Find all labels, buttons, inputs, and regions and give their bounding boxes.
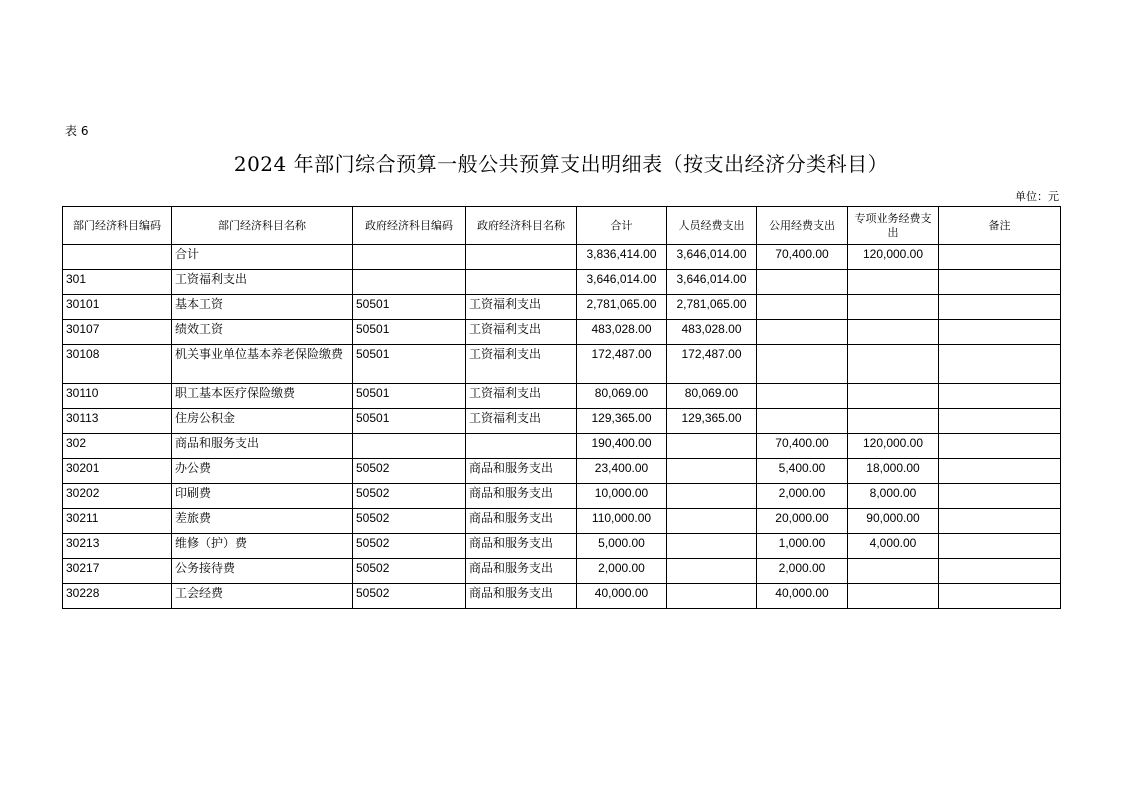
cell-gov-name: 工资福利支出	[466, 320, 577, 345]
cell-dept-name: 工会经费	[172, 584, 353, 609]
cell-total: 129,365.00	[577, 409, 667, 434]
cell-dept-name: 基本工资	[172, 295, 353, 320]
budget-expenditure-table	[62, 206, 1061, 609]
cell-dept-code: 30202	[63, 484, 172, 509]
cell-personnel	[667, 509, 757, 534]
cell-dept-code: 30110	[63, 384, 172, 409]
cell-remark	[939, 245, 1061, 270]
cell-dept-code: 30101	[63, 295, 172, 320]
cell-gov-name: 工资福利支出	[466, 409, 577, 434]
cell-gov-code: 50502	[353, 484, 466, 509]
cell-dept-code: 30201	[63, 459, 172, 484]
cell-gov-name: 商品和服务支出	[466, 534, 577, 559]
cell-public: 70,400.00	[757, 245, 848, 270]
unit-label: 单位：元	[1015, 190, 1059, 203]
cell-public: 70,400.00	[757, 434, 848, 459]
cell-special	[848, 320, 939, 345]
cell-public: 1,000.00	[757, 534, 848, 559]
cell-public	[757, 295, 848, 320]
cell-special	[848, 584, 939, 609]
cell-public	[757, 409, 848, 434]
table-row	[63, 459, 1061, 484]
cell-remark	[939, 509, 1061, 534]
table-row	[63, 484, 1061, 509]
cell-total: 2,781,065.00	[577, 295, 667, 320]
cell-dept-name: 合计	[172, 245, 353, 270]
cell-personnel	[667, 434, 757, 459]
cell-total: 5,000.00	[577, 534, 667, 559]
cell-remark	[939, 534, 1061, 559]
table-row	[63, 245, 1061, 270]
cell-special: 18,000.00	[848, 459, 939, 484]
cell-remark	[939, 345, 1061, 384]
cell-gov-code: 50502	[353, 459, 466, 484]
table-row	[63, 270, 1061, 295]
header-dept-code: 部门经济科目编码	[63, 207, 172, 245]
cell-public: 40,000.00	[757, 584, 848, 609]
cell-public	[757, 345, 848, 384]
cell-gov-code: 50502	[353, 584, 466, 609]
cell-gov-name	[466, 270, 577, 295]
cell-personnel: 3,646,014.00	[667, 245, 757, 270]
cell-special: 4,000.00	[848, 534, 939, 559]
cell-public: 2,000.00	[757, 559, 848, 584]
cell-public: 2,000.00	[757, 484, 848, 509]
cell-total: 23,400.00	[577, 459, 667, 484]
table-row	[63, 534, 1061, 559]
cell-special: 120,000.00	[848, 434, 939, 459]
cell-gov-code: 50501	[353, 345, 466, 384]
table-row	[63, 584, 1061, 609]
table-row	[63, 409, 1061, 434]
cell-personnel: 129,365.00	[667, 409, 757, 434]
cell-dept-code: 30211	[63, 509, 172, 534]
cell-special: 90,000.00	[848, 509, 939, 534]
cell-personnel: 483,028.00	[667, 320, 757, 345]
cell-dept-code	[63, 245, 172, 270]
cell-personnel: 2,781,065.00	[667, 295, 757, 320]
cell-dept-code: 30107	[63, 320, 172, 345]
cell-public	[757, 320, 848, 345]
header-dept-name: 部门经济科目名称	[172, 207, 353, 245]
header-personnel: 人员经费支出	[667, 207, 757, 245]
cell-remark	[939, 409, 1061, 434]
cell-gov-name: 商品和服务支出	[466, 584, 577, 609]
cell-special	[848, 409, 939, 434]
cell-gov-code	[353, 270, 466, 295]
document-title: 2024 年部门综合预算一般公共预算支出明细表（按支出经济分类科目）	[233, 152, 889, 176]
cell-total: 80,069.00	[577, 384, 667, 409]
cell-gov-name: 工资福利支出	[466, 295, 577, 320]
cell-public	[757, 384, 848, 409]
cell-gov-code: 50501	[353, 320, 466, 345]
header-public: 公用经费支出	[757, 207, 848, 245]
cell-gov-code: 50501	[353, 384, 466, 409]
cell-personnel	[667, 534, 757, 559]
cell-special: 120,000.00	[848, 245, 939, 270]
cell-dept-name: 印刷费	[172, 484, 353, 509]
cell-personnel: 172,487.00	[667, 345, 757, 384]
cell-dept-name: 机关事业单位基本养老保险缴费	[172, 345, 353, 384]
table-row	[63, 345, 1061, 384]
cell-remark	[939, 459, 1061, 484]
cell-special	[848, 295, 939, 320]
cell-gov-name: 商品和服务支出	[466, 459, 577, 484]
cell-gov-code: 50502	[353, 559, 466, 584]
cell-gov-code: 50501	[353, 409, 466, 434]
cell-special	[848, 384, 939, 409]
cell-dept-name: 住房公积金	[172, 409, 353, 434]
cell-gov-name: 工资福利支出	[466, 345, 577, 384]
cell-gov-code: 50502	[353, 509, 466, 534]
cell-gov-code: 50502	[353, 534, 466, 559]
cell-dept-name: 维修（护）费	[172, 534, 353, 559]
table-row	[63, 434, 1061, 459]
cell-personnel	[667, 484, 757, 509]
cell-personnel	[667, 559, 757, 584]
header-gov-name: 政府经济科目名称	[466, 207, 577, 245]
cell-gov-code	[353, 434, 466, 459]
cell-dept-name: 职工基本医疗保险缴费	[172, 384, 353, 409]
cell-dept-name: 差旅费	[172, 509, 353, 534]
cell-remark	[939, 295, 1061, 320]
table-row	[63, 384, 1061, 409]
cell-personnel: 3,646,014.00	[667, 270, 757, 295]
cell-total: 10,000.00	[577, 484, 667, 509]
cell-gov-name	[466, 245, 577, 270]
table-row	[63, 320, 1061, 345]
cell-total: 2,000.00	[577, 559, 667, 584]
cell-dept-name: 绩效工资	[172, 320, 353, 345]
cell-total: 110,000.00	[577, 509, 667, 534]
cell-remark	[939, 384, 1061, 409]
cell-personnel	[667, 584, 757, 609]
cell-gov-name: 商品和服务支出	[466, 484, 577, 509]
cell-special	[848, 345, 939, 384]
table-number-label: 表 6	[65, 124, 89, 138]
header-special: 专项业务经费支出	[848, 207, 939, 245]
cell-dept-code: 301	[63, 270, 172, 295]
table-row	[63, 295, 1061, 320]
cell-dept-code: 30113	[63, 409, 172, 434]
cell-special	[848, 270, 939, 295]
header-remark: 备注	[939, 207, 1061, 245]
cell-special	[848, 559, 939, 584]
cell-remark	[939, 434, 1061, 459]
cell-remark	[939, 320, 1061, 345]
table-header-row	[63, 207, 1061, 245]
cell-dept-code: 30217	[63, 559, 172, 584]
table-row	[63, 509, 1061, 534]
cell-dept-name: 商品和服务支出	[172, 434, 353, 459]
cell-public	[757, 270, 848, 295]
cell-total: 40,000.00	[577, 584, 667, 609]
cell-total: 3,836,414.00	[577, 245, 667, 270]
cell-total: 172,487.00	[577, 345, 667, 384]
cell-total: 3,646,014.00	[577, 270, 667, 295]
cell-remark	[939, 484, 1061, 509]
cell-personnel	[667, 459, 757, 484]
table-body	[63, 245, 1061, 609]
cell-total: 483,028.00	[577, 320, 667, 345]
cell-total: 190,400.00	[577, 434, 667, 459]
cell-gov-name: 工资福利支出	[466, 384, 577, 409]
cell-gov-name: 商品和服务支出	[466, 559, 577, 584]
cell-gov-code	[353, 245, 466, 270]
cell-remark	[939, 559, 1061, 584]
cell-gov-code: 50501	[353, 295, 466, 320]
cell-public: 20,000.00	[757, 509, 848, 534]
cell-dept-code: 30108	[63, 345, 172, 384]
cell-dept-name: 办公费	[172, 459, 353, 484]
cell-dept-code: 302	[63, 434, 172, 459]
cell-dept-name: 工资福利支出	[172, 270, 353, 295]
cell-public: 5,400.00	[757, 459, 848, 484]
cell-personnel: 80,069.00	[667, 384, 757, 409]
cell-remark	[939, 270, 1061, 295]
cell-gov-name	[466, 434, 577, 459]
cell-gov-name: 商品和服务支出	[466, 509, 577, 534]
cell-dept-code: 30213	[63, 534, 172, 559]
cell-remark	[939, 584, 1061, 609]
cell-dept-code: 30228	[63, 584, 172, 609]
cell-dept-name: 公务接待费	[172, 559, 353, 584]
cell-special: 8,000.00	[848, 484, 939, 509]
table-row	[63, 559, 1061, 584]
header-total: 合计	[577, 207, 667, 245]
header-gov-code: 政府经济科目编码	[353, 207, 466, 245]
